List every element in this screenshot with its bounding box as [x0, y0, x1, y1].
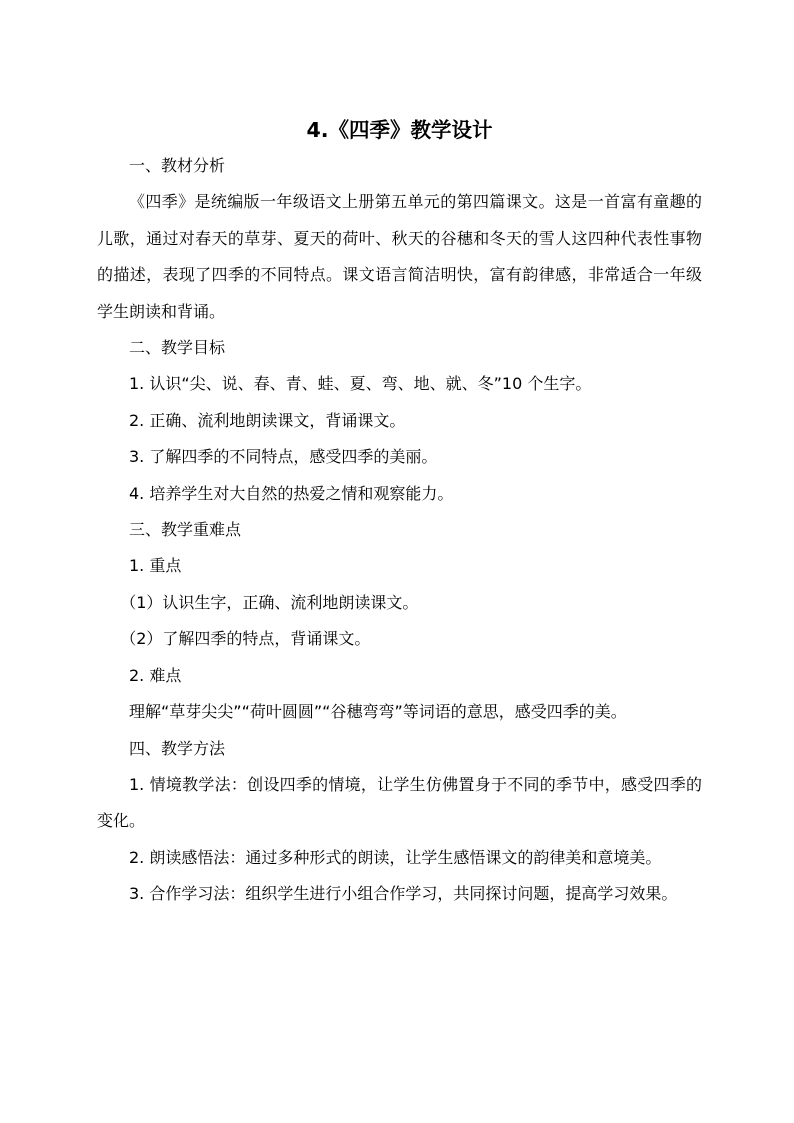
objective-item: 1. 认识“尖、说、春、青、蛙、夏、弯、地、就、冬”10 个生字。 [129, 374, 592, 394]
document-body [97, 112, 702, 913]
key-point-item: （2）了解四季的特点，背诵课文。 [120, 629, 371, 649]
document-title: 4.《四季》教学设计 [306, 118, 493, 142]
section-heading-objectives: 二、教学目标 [129, 338, 226, 358]
section-heading-materials: 一、教材分析 [129, 156, 226, 175]
method-item: 1. 情境教学法：创设四季的情境，让学生仿佛置身于不同的季节中，感受四季的变化。 [97, 774, 702, 831]
subheading-difficult-points: 2. 难点 [129, 665, 182, 685]
objective-item: 3. 了解四季的不同特点，感受四季的美丽。 [129, 447, 438, 467]
section-heading-methods: 四、教学方法 [129, 738, 226, 758]
method-item: 3. 合作学习法：组织学生进行小组合作学习，共同探讨问题，提高学习效果。 [129, 884, 678, 904]
subheading-key-points: 1. 重点 [129, 556, 182, 576]
key-point-item: （1）认识生字，正确、流利地朗读课文。 [120, 592, 419, 612]
difficult-point-paragraph: 理解“草芽尖尖”“荷叶圆圆”“谷穗弯弯”等词语的意思，感受四季的美。 [129, 702, 627, 722]
objective-item: 4. 培养学生对大自然的热爱之情和观察能力。 [129, 483, 454, 503]
section-heading-key-difficult-points: 三、教学重难点 [129, 520, 242, 540]
materials-analysis-paragraph: 《四季》是统编版一年级语文上册第五单元的第四篇课文。这是一首富有童趣的儿歌，通过对春天的草芽、夏天的荷叶、秋天的谷穗和冬天的雪人这四种代表性事物的描述，表现了四季的不同特点。课文语言简洁明快，富有韵律感，非常适合一年级学生朗读和背诵。 [97, 192, 702, 321]
method-item: 2. 朗读感悟法：通过多种形式的朗读，让学生感悟课文的韵律美和意境美。 [129, 847, 662, 867]
objective-item: 2. 正确、流利地朗读课文，背诵课文。 [129, 410, 406, 430]
